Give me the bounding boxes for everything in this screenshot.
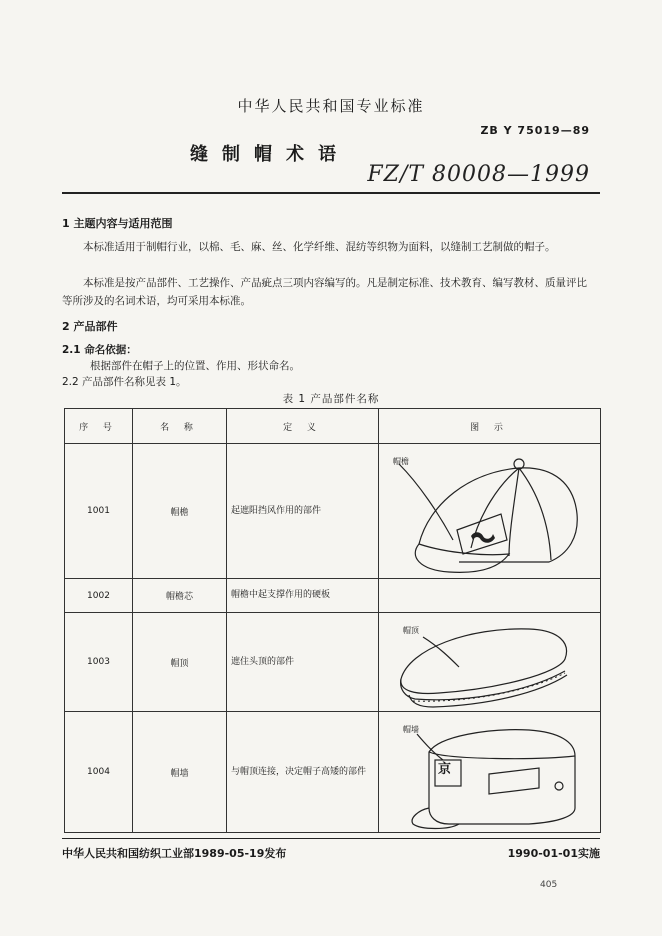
row-def: 遮住头顶的部件 [227,613,379,712]
cap-badge-mark: 京 [438,762,452,777]
header-def: 定 义 [227,409,379,444]
standard-code: ZB Y 75019—89 [480,124,590,137]
table-row [65,444,601,579]
figure-cell [379,613,601,712]
header-name: 名 称 [133,409,227,444]
row-def: 与帽顶连接，决定帽子高矮的部件 [227,712,379,833]
table-row [65,579,601,613]
table-row [65,712,601,833]
header-num: 序 号 [65,409,133,444]
handwritten-code: FZ/T 80008—1999 [367,162,590,187]
header-fig: 图 示 [379,409,601,444]
document-title: 缝制帽术语 [190,144,350,165]
header-rule [62,192,600,194]
figure-cell [379,579,601,613]
clause-2-2: 2.2 产品部件名称见表 1。 [62,376,187,388]
row-def: 帽檐中起支撑作用的硬板 [227,579,379,613]
figure-label: 帽檐 [393,457,409,466]
figure-label: 帽墙 [403,725,419,734]
footer-rule [62,838,600,839]
parts-table [64,408,601,833]
effective-date: 1990-01-01实施 [507,847,600,860]
baseball-cap-icon [379,444,601,578]
row-name: 帽墙 [133,712,227,833]
row-num: 1003 [65,613,133,712]
publish-date: 中华人民共和国纺织工业部1989-05-19发布 [62,847,287,860]
section-1-para-2: 本标准是按产品部件、工艺操作、产品疵点三项内容编写的。凡是制定标准、技术教育、编写教材、质量评比等所涉及的名词术语，均可采用本标准。 [62,277,587,307]
table-caption: 表 1 产品部件名称 [282,393,380,405]
section-1-para-1: 本标准适用于制帽行业，以棉、毛、麻、丝、化学纤维、混纺等织物为面料，以缝制工艺制做的帽子。 [83,241,556,253]
table-row [65,613,601,712]
clause-2-1: 2.1 命名依据： [62,344,137,356]
row-name: 帽檐 [133,444,227,579]
figure-cell [379,444,601,579]
table-header-row [65,409,601,444]
row-num: 1004 [65,712,133,833]
issuing-org: 中华人民共和国专业标准 [237,97,425,115]
row-name: 帽檐芯 [133,579,227,613]
clause-2-1-text: 根据部件在帽子上的位置、作用、形状命名。 [90,360,300,372]
row-num: 1001 [65,444,133,579]
row-def: 起遮阳挡风作用的部件 [227,444,379,579]
section-1-title: 1 主题内容与适用范围 [62,217,173,230]
row-num: 1002 [65,579,133,613]
row-name: 帽顶 [133,613,227,712]
figure-label: 帽顶 [403,626,419,635]
page-number: 405 [540,880,558,890]
figure-cell [379,712,601,833]
section-2-title: 2 产品部件 [62,320,118,333]
